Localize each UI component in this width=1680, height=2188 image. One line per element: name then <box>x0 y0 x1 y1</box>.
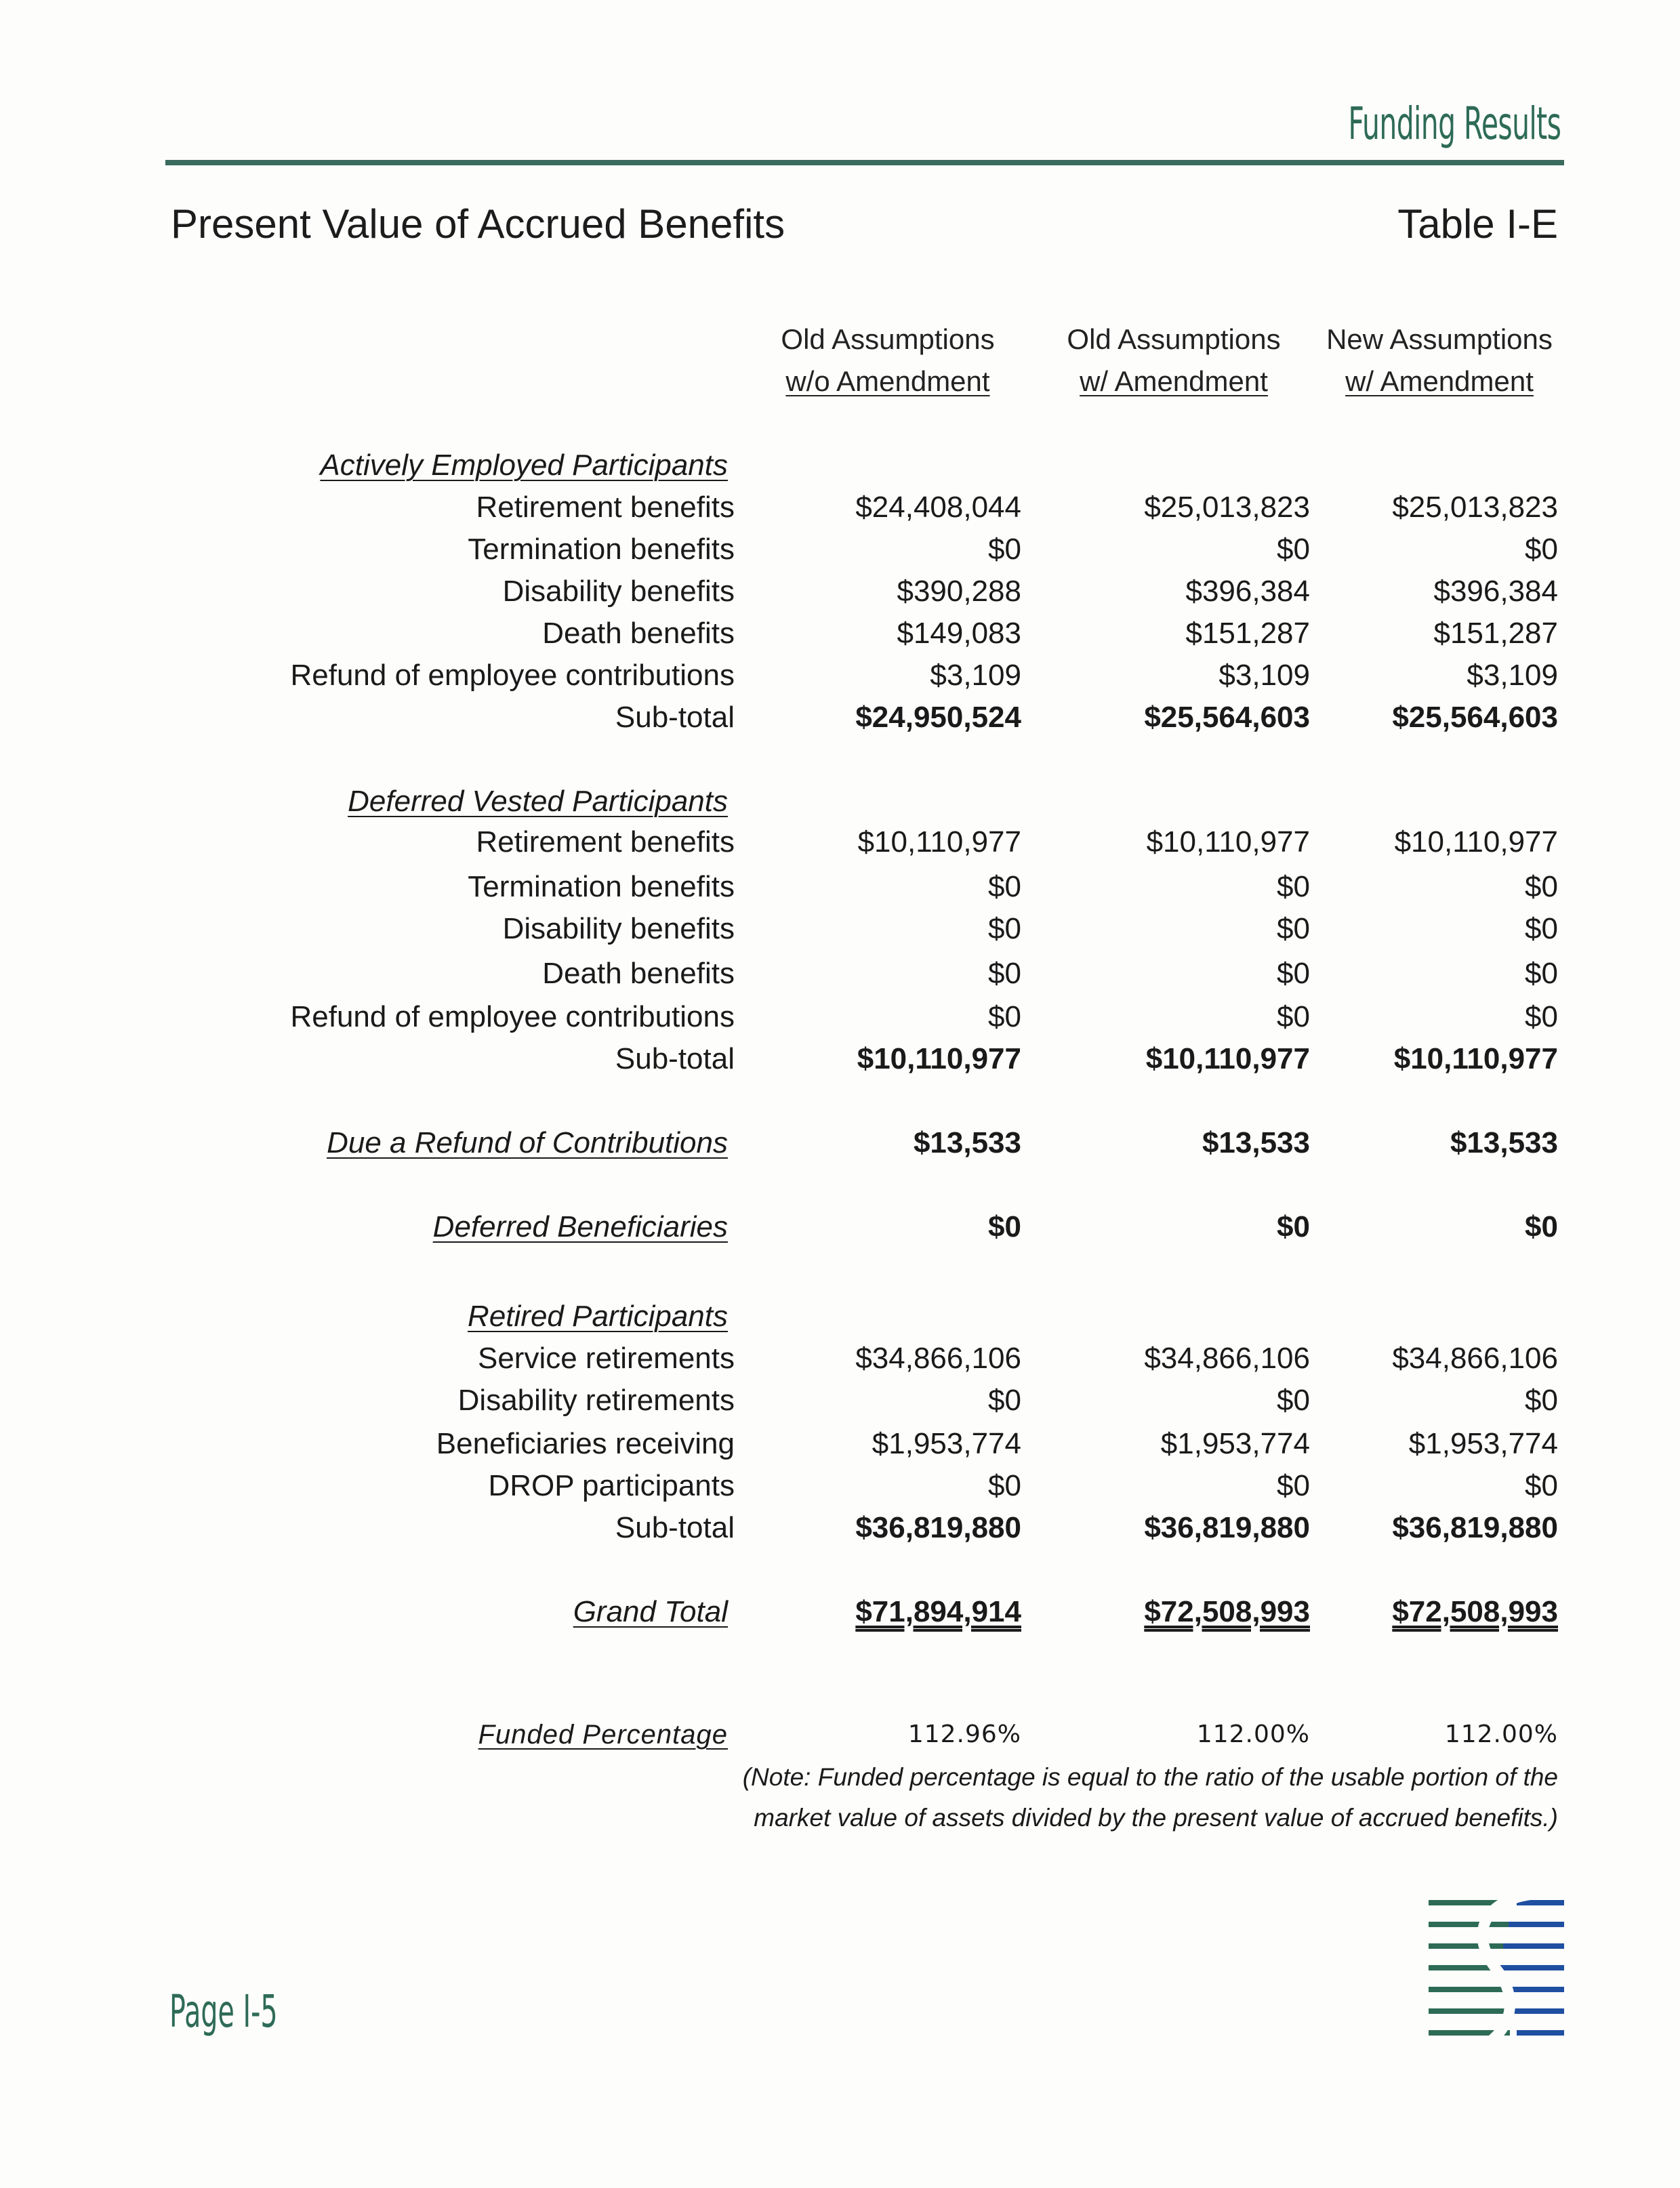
table-row <box>0 613 1680 655</box>
cell-value: $0 <box>988 1384 1021 1417</box>
column-header-3-line2: w/ Amendment <box>1345 365 1534 397</box>
footnote-line-2: market value of assets divided by the present value of accrued benefits.) <box>754 1804 1558 1832</box>
cell-value: $396,384 <box>1433 575 1558 608</box>
column-header-3-line1: New Assumptions <box>1326 323 1553 355</box>
row-label: Sub-total <box>615 1511 735 1544</box>
row-label: Refund of employee contributions <box>290 659 735 692</box>
deferred-beneficiaries-row <box>0 1206 1680 1248</box>
cell-value: $0 <box>1525 870 1558 903</box>
cell-value: $0 <box>1525 1210 1558 1243</box>
column-header-1-line2: w/o Amendment <box>785 365 990 397</box>
subtotal-value: $10,110,977 <box>1145 1042 1310 1075</box>
cell-value: $24,408,044 <box>855 491 1021 524</box>
row-label: Death benefits <box>542 957 735 990</box>
cell-value: $13,533 <box>913 1126 1021 1159</box>
funded-percentage-value: 112.96% <box>907 1720 1021 1748</box>
grand-total-label: Grand Total <box>573 1595 728 1628</box>
column-header-1 <box>779 318 996 402</box>
section-heading-deferred-beneficiaries: Deferred Beneficiaries <box>432 1210 728 1243</box>
subtotal-value: $36,819,880 <box>1392 1511 1558 1544</box>
row-label: Disability benefits <box>502 912 735 945</box>
cell-value: $0 <box>1525 1469 1558 1502</box>
subtotal-value: $25,564,603 <box>1392 701 1558 734</box>
table-row <box>0 529 1680 571</box>
table-row <box>0 1465 1680 1507</box>
subtotal-value: $36,819,880 <box>1144 1511 1310 1544</box>
subtotal-value: $10,110,977 <box>1393 1042 1558 1075</box>
cell-value: $0 <box>988 957 1021 990</box>
table-row <box>0 953 1680 995</box>
cell-value: $0 <box>1277 870 1310 903</box>
table-row <box>0 1423 1680 1465</box>
cell-value: $0 <box>1525 957 1558 990</box>
cell-value: $0 <box>988 1469 1021 1502</box>
page-number: Page I-5 <box>169 1985 278 2038</box>
section-heading-active: Actively Employed Participants <box>320 449 728 482</box>
table-row <box>0 996 1680 1038</box>
cell-value: $34,866,106 <box>1144 1342 1310 1375</box>
cell-value: $0 <box>1277 1469 1310 1502</box>
cell-value: $3,109 <box>1218 659 1310 692</box>
subtotal-row <box>0 697 1680 739</box>
cell-value: $0 <box>1277 1000 1310 1033</box>
subtotal-row <box>0 1507 1680 1549</box>
row-label: Termination benefits <box>468 533 735 566</box>
cell-value: $34,866,106 <box>855 1342 1021 1375</box>
subtotal-row <box>0 1038 1680 1080</box>
cell-value: $13,533 <box>1450 1126 1558 1159</box>
refund-row <box>0 1122 1680 1164</box>
cell-value: $0 <box>1277 1384 1310 1417</box>
cell-value: $1,953,774 <box>1408 1427 1558 1460</box>
table-row <box>0 1380 1680 1422</box>
grand-total-value: $72,508,993 <box>1392 1595 1558 1628</box>
section-heading-deferred-vested: Deferred Vested Participants <box>348 785 728 818</box>
striped-s-logo-icon <box>1429 1895 1564 2057</box>
row-label: Termination benefits <box>468 870 735 903</box>
section-heading-refund: Due a Refund of Contributions <box>327 1126 728 1159</box>
subtotal-value: $24,950,524 <box>855 701 1021 734</box>
column-header-2 <box>1065 318 1282 402</box>
row-label: Refund of employee contributions <box>290 1000 735 1033</box>
cell-value: $0 <box>988 870 1021 903</box>
table-id: Table I-E <box>1397 201 1558 247</box>
subtotal-value: $10,110,977 <box>857 1042 1021 1075</box>
cell-value: $1,953,774 <box>1160 1427 1310 1460</box>
cell-value: $0 <box>988 533 1021 566</box>
table-row <box>0 487 1680 529</box>
column-header-3 <box>1324 318 1555 402</box>
funded-percentage-row <box>0 1716 1680 1754</box>
section-heading-row <box>0 781 1680 823</box>
subtotal-value: $25,564,603 <box>1144 701 1310 734</box>
funded-percentage-label: Funded Percentage <box>478 1720 728 1750</box>
cell-value: $25,013,823 <box>1144 491 1310 524</box>
row-label: Disability retirements <box>457 1384 735 1417</box>
cell-value: $1,953,774 <box>872 1427 1021 1460</box>
column-header-2-line1: Old Assumptions <box>1067 323 1281 355</box>
row-label: Service retirements <box>477 1342 735 1375</box>
row-label: DROP participants <box>488 1469 735 1502</box>
table-row <box>0 908 1680 950</box>
cell-value: $0 <box>1525 1000 1558 1033</box>
funded-percentage-value: 112.00% <box>1444 1720 1558 1748</box>
cell-value: $0 <box>1277 957 1310 990</box>
header-rule <box>165 160 1564 165</box>
cell-value: $34,866,106 <box>1392 1342 1558 1375</box>
row-label: Beneficiaries receiving <box>436 1427 735 1460</box>
section-heading-row <box>0 1296 1680 1338</box>
cell-value: $0 <box>988 1210 1021 1243</box>
row-label: Retirement benefits <box>476 825 735 859</box>
cell-value: $151,287 <box>1433 617 1558 650</box>
cell-value: $0 <box>1277 1210 1310 1243</box>
page-title: Present Value of Accrued Benefits <box>171 201 785 247</box>
row-label: Death benefits <box>542 617 735 650</box>
row-label: Disability benefits <box>502 575 735 608</box>
table-row <box>0 866 1680 908</box>
cell-value: $396,384 <box>1185 575 1310 608</box>
row-label: Sub-total <box>615 701 735 734</box>
section-heading-retired: Retired Participants <box>468 1300 728 1333</box>
table-row <box>0 655 1680 697</box>
grand-total-row <box>0 1591 1680 1633</box>
section-heading-row <box>0 445 1680 487</box>
cell-value: $0 <box>1277 912 1310 945</box>
table-row <box>0 571 1680 613</box>
cell-value: $151,287 <box>1185 617 1310 650</box>
section-header: Funding Results <box>1348 98 1561 150</box>
table-row <box>0 821 1680 863</box>
cell-value: $3,109 <box>1467 659 1558 692</box>
row-label: Sub-total <box>615 1042 735 1075</box>
cell-value: $0 <box>1277 533 1310 566</box>
cell-value: $149,083 <box>897 617 1021 650</box>
grand-total-value: $72,508,993 <box>1144 1595 1310 1628</box>
row-label: Retirement benefits <box>476 491 735 524</box>
cell-value: $0 <box>988 1000 1021 1033</box>
cell-value: $0 <box>1525 1384 1558 1417</box>
cell-value: $390,288 <box>897 575 1021 608</box>
cell-value: $13,533 <box>1202 1126 1310 1159</box>
footnote-line-1: (Note: Funded percentage is equal to the ratio of the usable portion of the <box>742 1763 1558 1791</box>
column-header-2-line2: w/ Amendment <box>1080 365 1268 397</box>
cell-value: $25,013,823 <box>1392 491 1558 524</box>
cell-value: $10,110,977 <box>1394 825 1558 859</box>
grand-total-value: $71,894,914 <box>855 1595 1021 1628</box>
cell-value: $0 <box>988 912 1021 945</box>
funded-percentage-value: 112.00% <box>1196 1720 1310 1748</box>
cell-value: $10,110,977 <box>857 825 1021 859</box>
cell-value: $10,110,977 <box>1146 825 1310 859</box>
cell-value: $3,109 <box>930 659 1021 692</box>
table-row <box>0 1338 1680 1380</box>
cell-value: $0 <box>1525 533 1558 566</box>
column-header-1-line1: Old Assumptions <box>781 323 995 355</box>
cell-value: $0 <box>1525 912 1558 945</box>
subtotal-value: $36,819,880 <box>855 1511 1021 1544</box>
